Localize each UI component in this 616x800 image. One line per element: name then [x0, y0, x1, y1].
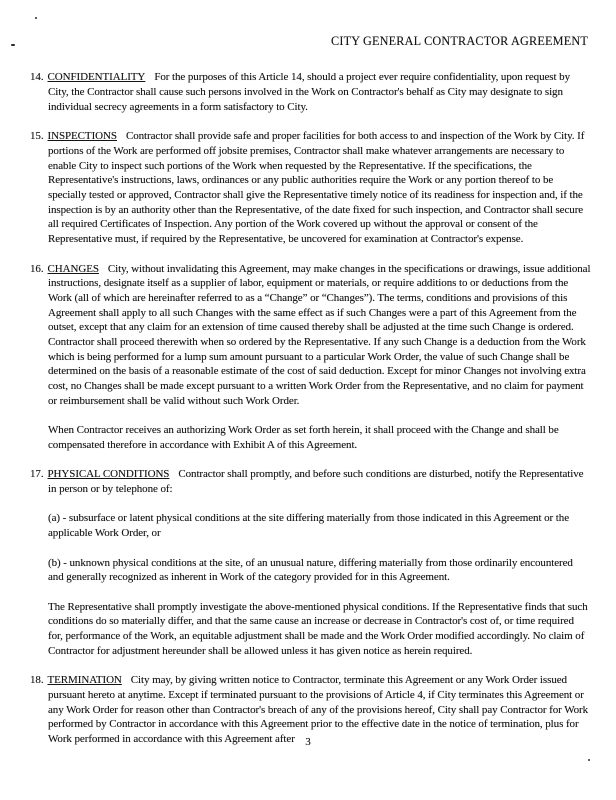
- section-body-text: Contractor shall provide safe and proper facilities for both access to and inspection of the Work by City. If portions of the Work are performed off jobsite premises, Contractor shall make whatever arrangements are necessary to enable City to inspect such portions of the Work when requested by the Representative. If the specifications, the Representative's instructions, laws, ordinances or any public authorities require the Work or any portion thereof to be specially tested or approved, Contractor shall give the Representative timely notice of its readiness for inspection and, if the inspection is by an authority other than the Representative, of the date fixed for such inspection, and Contractor shall secure all required Certificates of Inspection. Any portion of the Work covered up without the approval or consent of the Representative must, if required by the Representative, be uncovered for examination at Contractor's expense.: [48, 130, 585, 246]
- section-body-text: For the purposes of this Article 14, should a project ever require confidentiality, upon request by City, the Contractor shall cause such persons involved in the Work on Contractor's behalf as City may designate to sign individual secrecy agreements in a form satisfactory to City.: [48, 71, 570, 113]
- section-paragraph: (a) - subsurface or latent physical conditions at the site differing materially from those indicated in this Agreement or the applicable Work Order, or: [48, 512, 569, 540]
- section-paragraph: When Contractor receives an authorizing Work Order as set forth herein, it shall proceed with the Change and shall be compensated therefore in accordance with Exhibit A of this Agreement.: [48, 424, 559, 451]
- section-body-text: City, without invalidating this Agreement, may make changes in the specifications or drawings, issue additional instructions, designate itself as a supplier of labor, equipment or materials, or require additions to or deductions from the Work (all of which are hereinafter referred to as a “Change” or “Changes”). The terms, conditions and provisions of this Agreement shall apply to all such Changes with the same effect as if such Changes were a part of this Agreement from the outset, except that any claim for an extension of time caused thereby shall be adjusted at the time such Change is ordered. Contractor shall proceed therewith when so ordered by the Representative. If any such Change is a deduction from the Work which is being performed for a lump sum amount pursuant to a particular Work Order, the value of such Change shall be determined on the basis of a reasonable estimate of the cost of said deduction. Except for minor Changes not involving extra cost, no Changes shall be made except pursuant to a written Work Order from the Representative, and no claim for payment or reimbursement shall be valid without such Work Order.: [48, 262, 591, 407]
- section-number: 17.: [30, 468, 44, 481]
- section-heading: CONFIDENTIALITY: [47, 71, 146, 84]
- agreement-section: [30, 467, 591, 658]
- section-heading: CHANGES: [47, 262, 99, 275]
- agreement-section: [30, 129, 591, 247]
- section-number: 18.: [30, 674, 44, 687]
- section-lead-paragraph: [30, 70, 591, 114]
- section-paragraph: (b) - unknown physical conditions at the site, of an unusual nature, differing materially from those ordinarily encountered and generally recognized as inherent in Work of the category provided for in this Agreement.: [48, 556, 573, 584]
- scan-artifact-dot: [588, 759, 590, 761]
- page-number: 3: [305, 736, 311, 748]
- scan-artifact-dash: [11, 44, 15, 46]
- section-number: 14.: [30, 71, 44, 84]
- section-number: 15.: [30, 130, 44, 143]
- section-lead-paragraph: [30, 262, 591, 409]
- sections-container: [0, 49, 616, 747]
- section-number: 16.: [30, 262, 44, 275]
- section-lead-paragraph: [30, 129, 591, 247]
- section-body-text: Contractor shall promptly, and before such conditions are disturbed, notify the Representative in person or by telephone of:: [48, 468, 584, 496]
- section-heading: PHYSICAL CONDITIONS: [47, 468, 170, 481]
- scan-artifact-dot: [35, 17, 37, 19]
- agreement-section: [30, 262, 591, 453]
- agreement-section: [30, 70, 591, 114]
- section-lead-paragraph: [30, 467, 591, 496]
- document-header-title: CITY GENERAL CONTRACTOR AGREEMENT: [330, 34, 588, 48]
- section-body-text: City may, by giving written notice to Contractor, terminate this Agreement or any Work Order issued pursuant hereto at anytime. Except if terminated pursuant to the provisions of Article 4, if City terminates this Agreement or any Work Order for reason other than Contractor's breach of any of the provisions hereof, City shall pay Contractor for Work performed by Contractor in accordance with this Agreement prior to the effective date in the notice of termination, plus for Work performed in accordance with this Agreement after: [48, 674, 589, 745]
- section-heading: INSPECTIONS: [47, 130, 117, 143]
- section-heading: TERMINATION: [47, 674, 122, 687]
- section-paragraph: The Representative shall promptly investigate the above-mentioned physical conditions. If the Representative finds that such conditions do so materially differ, and that the same cause an increase or decrease in Contractor's cost of, or time required for, performance of the Work, an equitable adjustment shall be made and the Work Order modified accordingly. No claim of Contractor for adjustment hereunder shall be allowed unless it has given notice as herein required.: [48, 600, 588, 657]
